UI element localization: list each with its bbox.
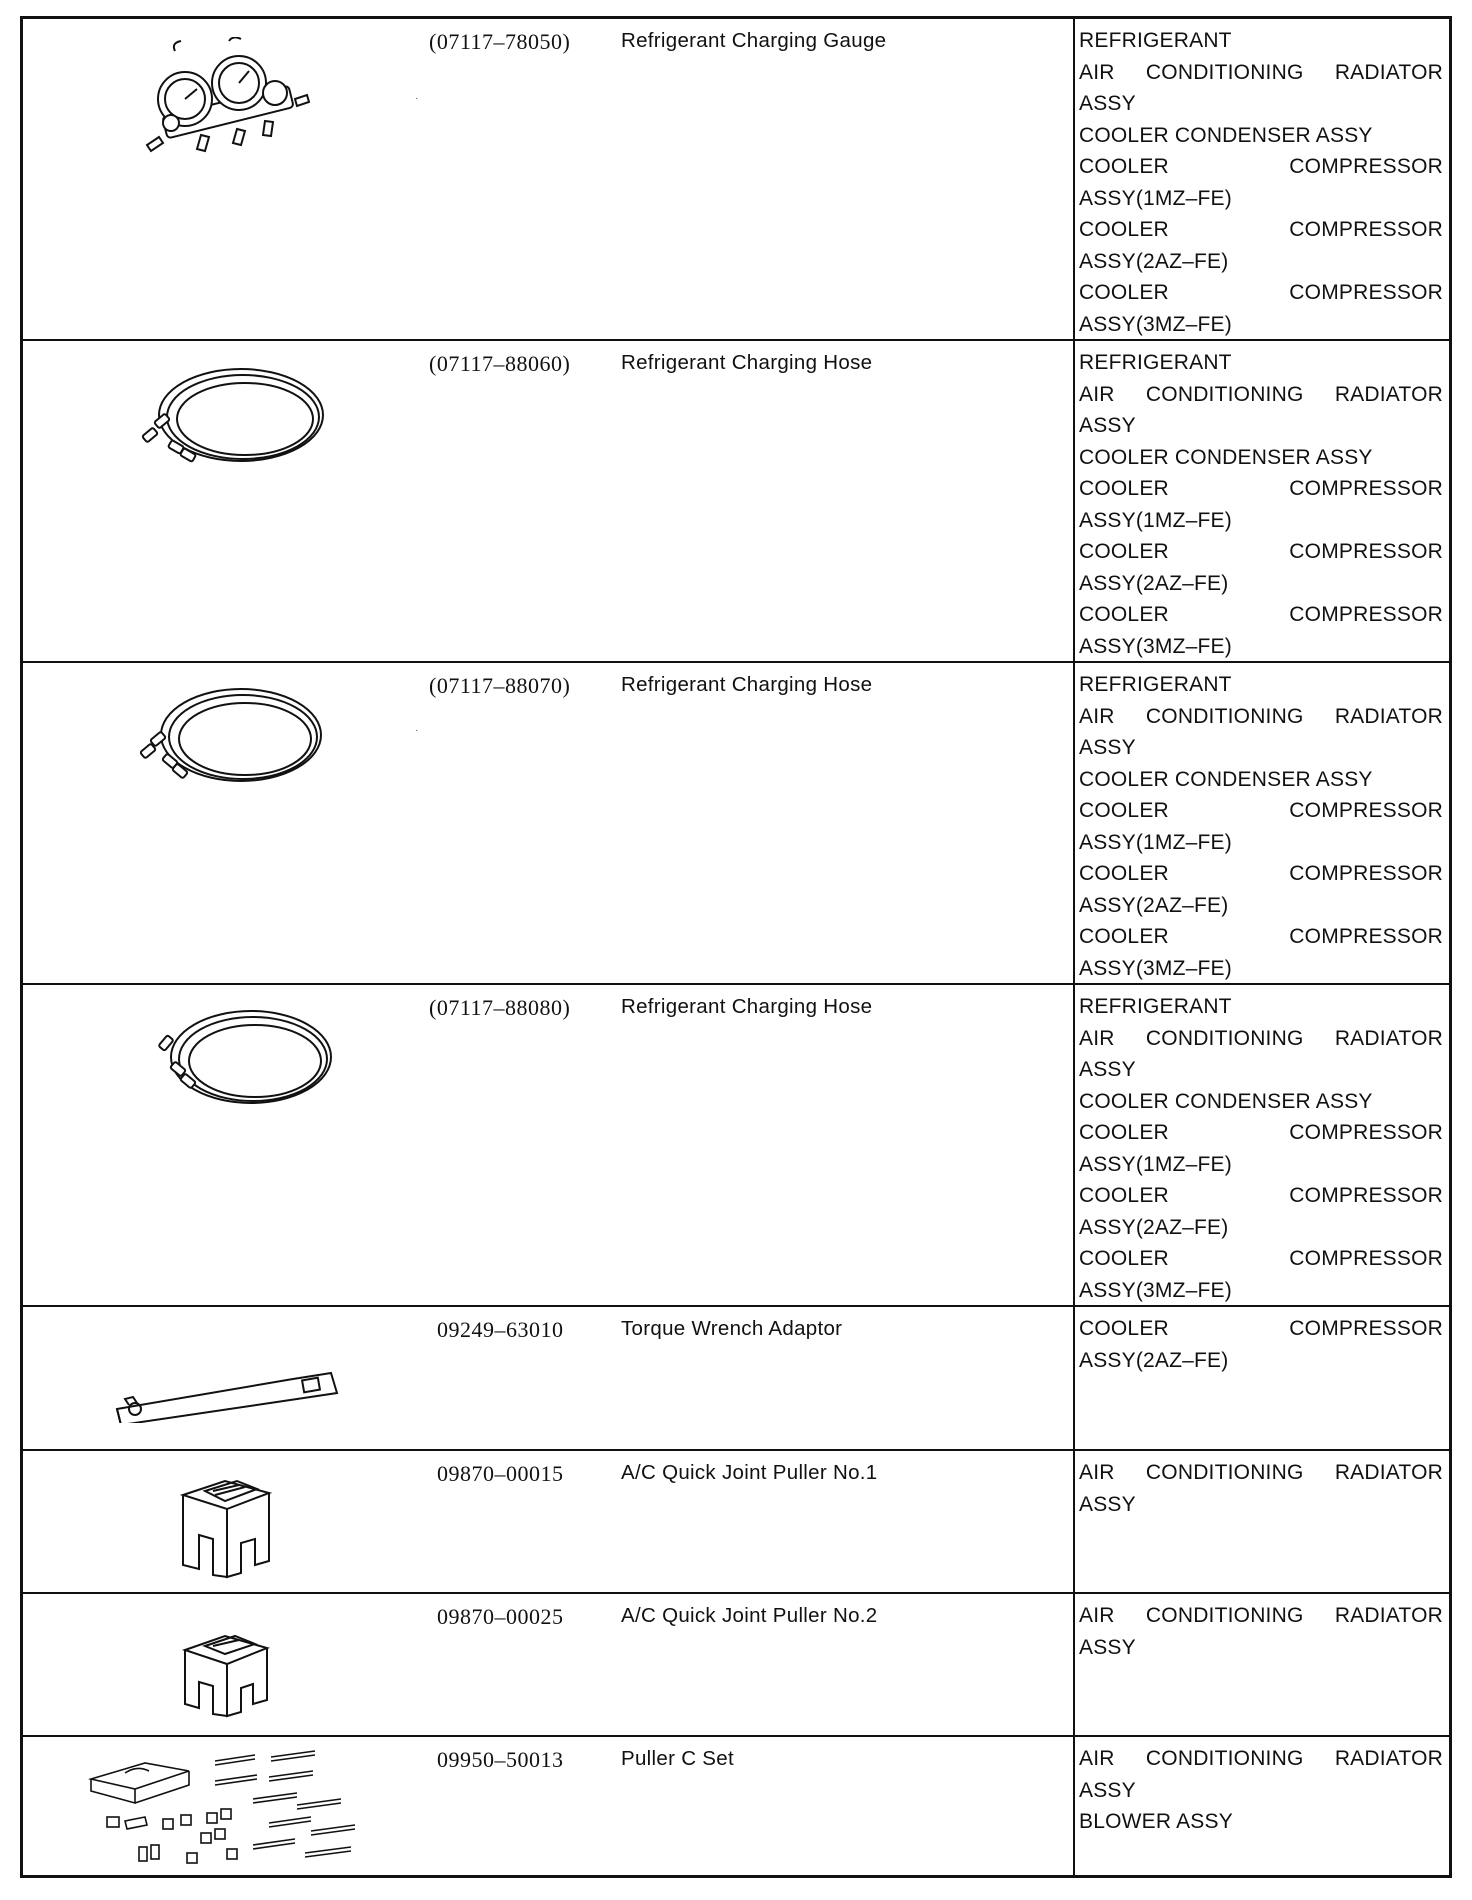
part-number: 09249–63010: [437, 1317, 564, 1342]
application-line: ASSY: [1079, 1635, 1136, 1659]
application-list: [1079, 1600, 1443, 1663]
scan-mark: ·: [415, 93, 419, 104]
application-line: REFRIGERANT: [1079, 995, 1232, 1018]
scan-mark: ·: [415, 725, 419, 736]
quick-joint-puller-icon: [165, 1465, 285, 1585]
application-line: ASSY: [1079, 1058, 1136, 1081]
application-line: COOLER COMPRESSOR: [1079, 925, 1443, 948]
charging-hose-icon: [133, 685, 333, 805]
application-line: ASSY: [1079, 92, 1136, 115]
part-number: 09950–50013: [437, 1747, 564, 1772]
column-divider: [1073, 1307, 1075, 1449]
application-list: [1079, 347, 1443, 662]
part-name: A/C Quick Joint Puller No.2: [621, 1604, 878, 1627]
application-line: ASSY(1MZ–FE): [1079, 1152, 1232, 1176]
part-number: (07117–88060): [429, 351, 571, 376]
torque-wrench-adaptor-icon: [107, 1333, 347, 1423]
application-line: AIR CONDITIONING RADIATOR: [1079, 1026, 1443, 1050]
application-line: COOLER CONDENSER ASSY: [1079, 123, 1373, 147]
application-line: COOLER COMPRESSOR: [1079, 799, 1443, 822]
table-row: [23, 1451, 1449, 1594]
part-name: Puller C Set: [621, 1747, 734, 1770]
part-number: (07117–88080): [429, 995, 571, 1020]
part-number: (07117–88070): [429, 673, 571, 698]
quick-joint-puller-icon: [171, 1620, 281, 1720]
application-line: AIR CONDITIONING RADIATOR: [1079, 1747, 1443, 1770]
part-name: Torque Wrench Adaptor: [621, 1317, 843, 1340]
application-line: COOLER COMPRESSOR: [1079, 1121, 1443, 1144]
application-line: AIR CONDITIONING RADIATOR: [1079, 382, 1443, 406]
table-row: [23, 341, 1449, 663]
application-line: ASSY(2AZ–FE): [1079, 249, 1229, 273]
application-line: ASSY(3MZ–FE): [1079, 634, 1232, 658]
application-line: ASSY(2AZ–FE): [1079, 571, 1229, 595]
application-line: COOLER COMPRESSOR: [1079, 281, 1443, 304]
application-line: ASSY: [1079, 414, 1136, 437]
application-line: ASSY: [1079, 1778, 1136, 1802]
column-divider: [1073, 341, 1075, 661]
application-line: ASSY: [1079, 1492, 1136, 1516]
application-list: [1079, 1457, 1443, 1520]
application-line: AIR CONDITIONING RADIATOR: [1079, 704, 1443, 728]
application-line: COOLER COMPRESSOR: [1079, 477, 1443, 500]
table-row: [23, 19, 1449, 341]
charging-hose-icon: [133, 361, 333, 481]
column-divider: [1073, 1451, 1075, 1592]
application-line: COOLER COMPRESSOR: [1079, 862, 1443, 885]
part-name: Refrigerant Charging Gauge: [621, 29, 887, 52]
application-line: ASSY(1MZ–FE): [1079, 508, 1232, 532]
application-line: ASSY(1MZ–FE): [1079, 186, 1232, 210]
application-line: REFRIGERANT: [1079, 29, 1232, 52]
application-line: COOLER COMPRESSOR: [1079, 540, 1443, 563]
application-list: [1079, 1313, 1443, 1376]
application-line: COOLER COMPRESSOR: [1079, 1184, 1443, 1207]
application-line: BLOWER ASSY: [1079, 1810, 1233, 1833]
application-line: ASSY(1MZ–FE): [1079, 830, 1232, 854]
application-line: COOLER CONDENSER ASSY: [1079, 445, 1373, 469]
application-list: [1079, 669, 1443, 984]
application-line: REFRIGERANT: [1079, 673, 1232, 696]
part-number: (07117–78050): [429, 29, 571, 54]
part-number: 09870–00015: [437, 1461, 564, 1486]
part-number: 09870–00025: [437, 1604, 564, 1629]
column-divider: [1073, 1737, 1075, 1875]
application-list: [1079, 25, 1443, 340]
table-row: [23, 1307, 1449, 1451]
part-name: Refrigerant Charging Hose: [621, 995, 873, 1018]
special-service-tools-table: [20, 16, 1452, 1878]
application-line: AIR CONDITIONING RADIATOR: [1079, 60, 1443, 84]
puller-set-icon: [85, 1741, 385, 1871]
application-line: COOLER COMPRESSOR: [1079, 1247, 1443, 1270]
application-line: REFRIGERANT: [1079, 351, 1232, 374]
application-list: [1079, 991, 1443, 1306]
charging-hose-icon: [141, 999, 341, 1119]
application-line: COOLER COMPRESSOR: [1079, 603, 1443, 626]
application-line: AIR CONDITIONING RADIATOR: [1079, 1461, 1443, 1484]
application-line: ASSY(3MZ–FE): [1079, 312, 1232, 336]
column-divider: [1073, 985, 1075, 1305]
application-line: COOLER COMPRESSOR: [1079, 1317, 1443, 1340]
column-divider: [1073, 663, 1075, 983]
part-name: Refrigerant Charging Hose: [621, 351, 873, 374]
part-name: A/C Quick Joint Puller No.1: [621, 1461, 878, 1484]
application-line: COOLER COMPRESSOR: [1079, 218, 1443, 241]
application-line: ASSY(2AZ–FE): [1079, 1215, 1229, 1239]
column-divider: [1073, 19, 1075, 339]
application-line: ASSY(3MZ–FE): [1079, 956, 1232, 980]
application-line: ASSY: [1079, 736, 1136, 759]
application-line: ASSY(3MZ–FE): [1079, 1278, 1232, 1302]
application-line: ASSY(2AZ–FE): [1079, 1348, 1229, 1372]
application-line: ASSY(2AZ–FE): [1079, 893, 1229, 917]
table-row: [23, 1594, 1449, 1737]
column-divider: [1073, 1594, 1075, 1735]
application-line: COOLER CONDENSER ASSY: [1079, 1089, 1373, 1113]
table-row: [23, 663, 1449, 985]
part-name: Refrigerant Charging Hose: [621, 673, 873, 696]
table-row: [23, 985, 1449, 1307]
application-line: AIR CONDITIONING RADIATOR: [1079, 1604, 1443, 1627]
application-line: COOLER CONDENSER ASSY: [1079, 767, 1373, 791]
table-row: [23, 1737, 1449, 1875]
manifold-gauge-icon: [89, 37, 389, 177]
application-list: [1079, 1743, 1443, 1838]
application-line: COOLER COMPRESSOR: [1079, 155, 1443, 178]
